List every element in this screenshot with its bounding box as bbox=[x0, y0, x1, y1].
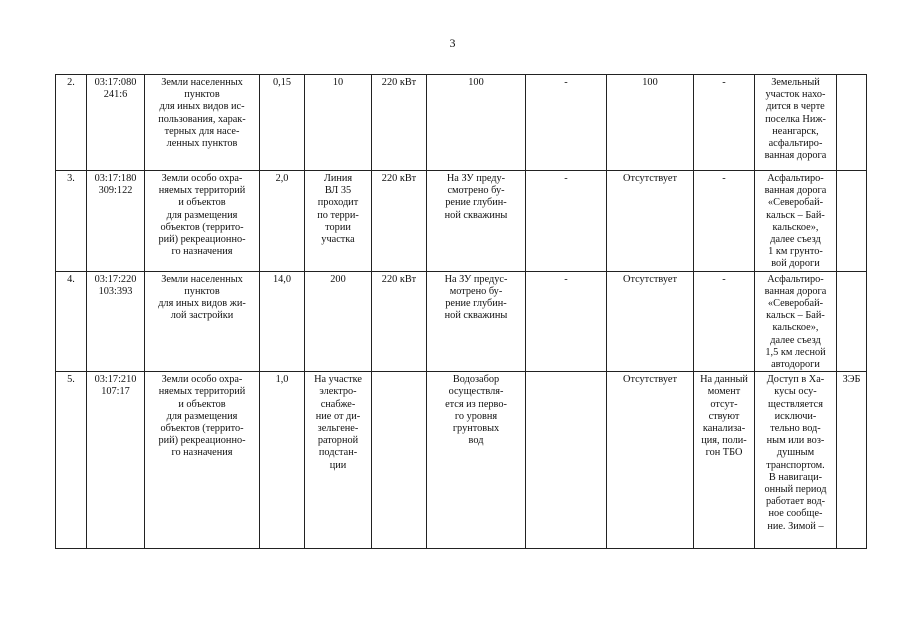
sewerage-cell: Отсутствует bbox=[607, 271, 694, 372]
sewerage-cell: Отсутствует bbox=[607, 171, 694, 272]
waste-cell: - bbox=[694, 171, 755, 272]
sewerage-cell: Отсутствует bbox=[607, 372, 694, 549]
area-cell: 14,0 bbox=[260, 271, 305, 372]
table-row bbox=[56, 75, 867, 171]
capacity-cell bbox=[372, 372, 427, 549]
capacity-cell: 220 кВт bbox=[372, 171, 427, 272]
table-row bbox=[56, 171, 867, 272]
gas-supply-cell: - bbox=[526, 171, 607, 272]
water-supply-cell: Водозабор осуществля- ется из перво- го уровня грунтовых вод bbox=[427, 372, 526, 549]
area-cell: 2,0 bbox=[260, 171, 305, 272]
row-number-cell: 4. bbox=[56, 271, 87, 372]
access-road-cell: Асфальтиро- ванная дорога «Северобай- кальск – Бай- кальское», далее съезд 1 км грунто- вой дороги bbox=[755, 171, 837, 272]
land-category-cell: Земли населенных пунктов для иных видов ис- пользования, харак- терных для насе- ленных пунктов bbox=[145, 75, 260, 171]
zone-cell bbox=[837, 271, 867, 372]
row-number-cell: 5. bbox=[56, 372, 87, 549]
gas-supply-cell bbox=[526, 372, 607, 549]
cadastral-number-cell: 03:17:180 309:122 bbox=[87, 171, 145, 272]
power-supply-cell: На участке электро- снабже- ние от ди- зельгене- раторной подстан- ции bbox=[305, 372, 372, 549]
row-number-cell: 3. bbox=[56, 171, 87, 272]
gas-supply-cell: - bbox=[526, 271, 607, 372]
sewerage-cell: 100 bbox=[607, 75, 694, 171]
power-supply-cell: 10 bbox=[305, 75, 372, 171]
capacity-cell: 220 кВт bbox=[372, 271, 427, 372]
water-supply-cell: На ЗУ предус- мотрено бу- рение глубин- ной скважины bbox=[427, 271, 526, 372]
zone-cell bbox=[837, 171, 867, 272]
table-row bbox=[56, 271, 867, 372]
gas-supply-cell: - bbox=[526, 75, 607, 171]
power-supply-cell: 200 bbox=[305, 271, 372, 372]
cadastral-number-cell: 03:17:210 107:17 bbox=[87, 372, 145, 549]
power-supply-cell: Линия ВЛ 35 проходит по терри- тории участка bbox=[305, 171, 372, 272]
cadastral-number-cell: 03:17:080 241:6 bbox=[87, 75, 145, 171]
water-supply-cell: 100 bbox=[427, 75, 526, 171]
row-number-cell: 2. bbox=[56, 75, 87, 171]
access-road-cell: Доступ в Ха- кусы осу- ществляется исключи- тельно вод- ным или воз- душным транспортом. В навигаци- онный период работает вод- ное сообще- ние. Зимой – bbox=[755, 372, 837, 549]
land-plots-table bbox=[55, 74, 867, 549]
page-number: 3 bbox=[449, 36, 456, 50]
area-cell: 1,0 bbox=[260, 372, 305, 549]
access-road-cell: Асфальтиро- ванная дорога «Северобай- кальск – Бай- кальское», далее съезд 1,5 км лесной автодороги bbox=[755, 271, 837, 372]
cadastral-number-cell: 03:17:220 103:393 bbox=[87, 271, 145, 372]
land-category-cell: Земли особо охра- няемых территорий и объектов для размещения объектов (террито- рий) рекреационно- го назначения bbox=[145, 171, 260, 272]
capacity-cell: 220 кВт bbox=[372, 75, 427, 171]
zone-cell: ЗЭБ bbox=[837, 372, 867, 549]
water-supply-cell: На ЗУ преду- смотрено бу- рение глубин- ной скважины bbox=[427, 171, 526, 272]
table-row bbox=[56, 372, 867, 549]
land-category-cell: Земли населенных пунктов для иных видов жи- лой застройки bbox=[145, 271, 260, 372]
waste-cell: - bbox=[694, 75, 755, 171]
access-road-cell: Земельный участок нахо- дится в черте поселка Ниж- неангарск, асфальтиро- ванная дорога bbox=[755, 75, 837, 171]
waste-cell: - bbox=[694, 271, 755, 372]
area-cell: 0,15 bbox=[260, 75, 305, 171]
land-category-cell: Земли особо охра- няемых территорий и объектов для размещения объектов (террито- рий) рекреационно- го назначения bbox=[145, 372, 260, 549]
zone-cell bbox=[837, 75, 867, 171]
waste-cell: На данный момент отсут- ствуют канализа- ция, поли- гон ТБО bbox=[694, 372, 755, 549]
